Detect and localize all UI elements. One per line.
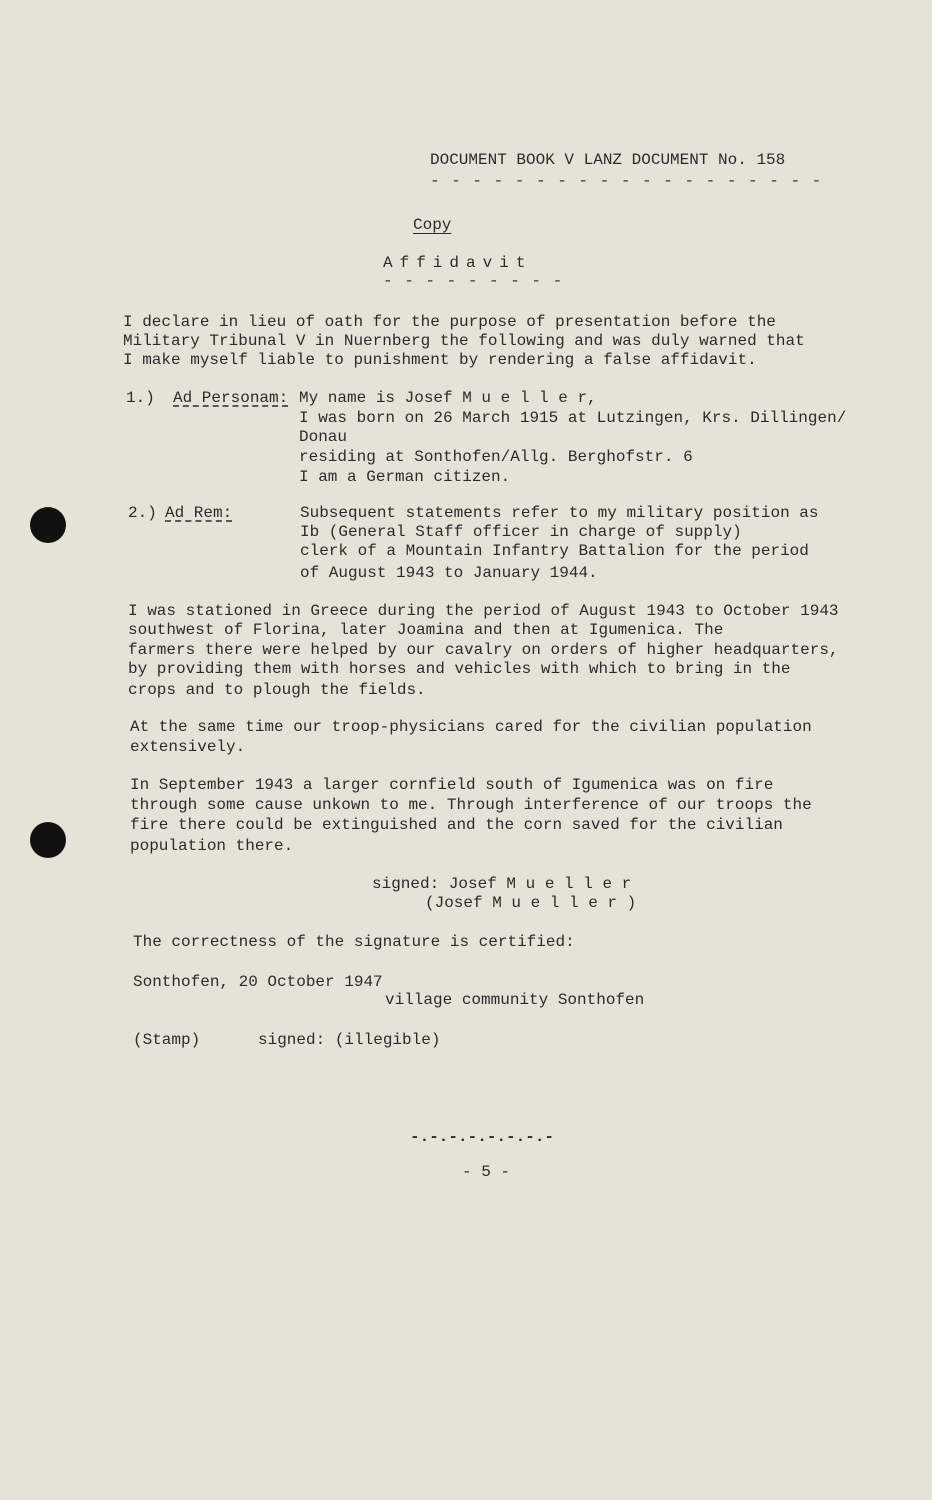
certification-signed: signed: (illegible) [258,1031,441,1049]
punch-hole [30,507,66,543]
divider: - - - - - - - - - - - - - - - - - - - [430,172,823,190]
signature-line: signed: Josef M u e l l e r [372,875,632,893]
punch-hole [30,822,66,858]
signature-typed-name: (Josef M u e l l e r ) [425,894,637,912]
divider: - - - - - - - - - [383,272,564,290]
certification-statement: The correctness of the signature is certified: [133,933,575,951]
certification-authority: village community Sonthofen [385,991,645,1009]
item-number: 1.) [126,389,155,407]
footer-ornament: -.-.-.-.-.-.-.- [410,1128,555,1146]
item-number: 2.) [128,504,157,522]
item-label: Ad Rem: [165,504,233,522]
document-title: Affidavit [383,254,533,272]
copy-label: Copy [413,216,452,234]
page-number: - 5 - [462,1163,511,1181]
document-reference: DOCUMENT BOOK V LANZ DOCUMENT No. 158 [430,151,786,169]
stamp-label: (Stamp) [133,1031,201,1049]
item-label: Ad Personam: [173,389,289,407]
certification-place-date: Sonthofen, 20 October 1947 [133,973,383,991]
